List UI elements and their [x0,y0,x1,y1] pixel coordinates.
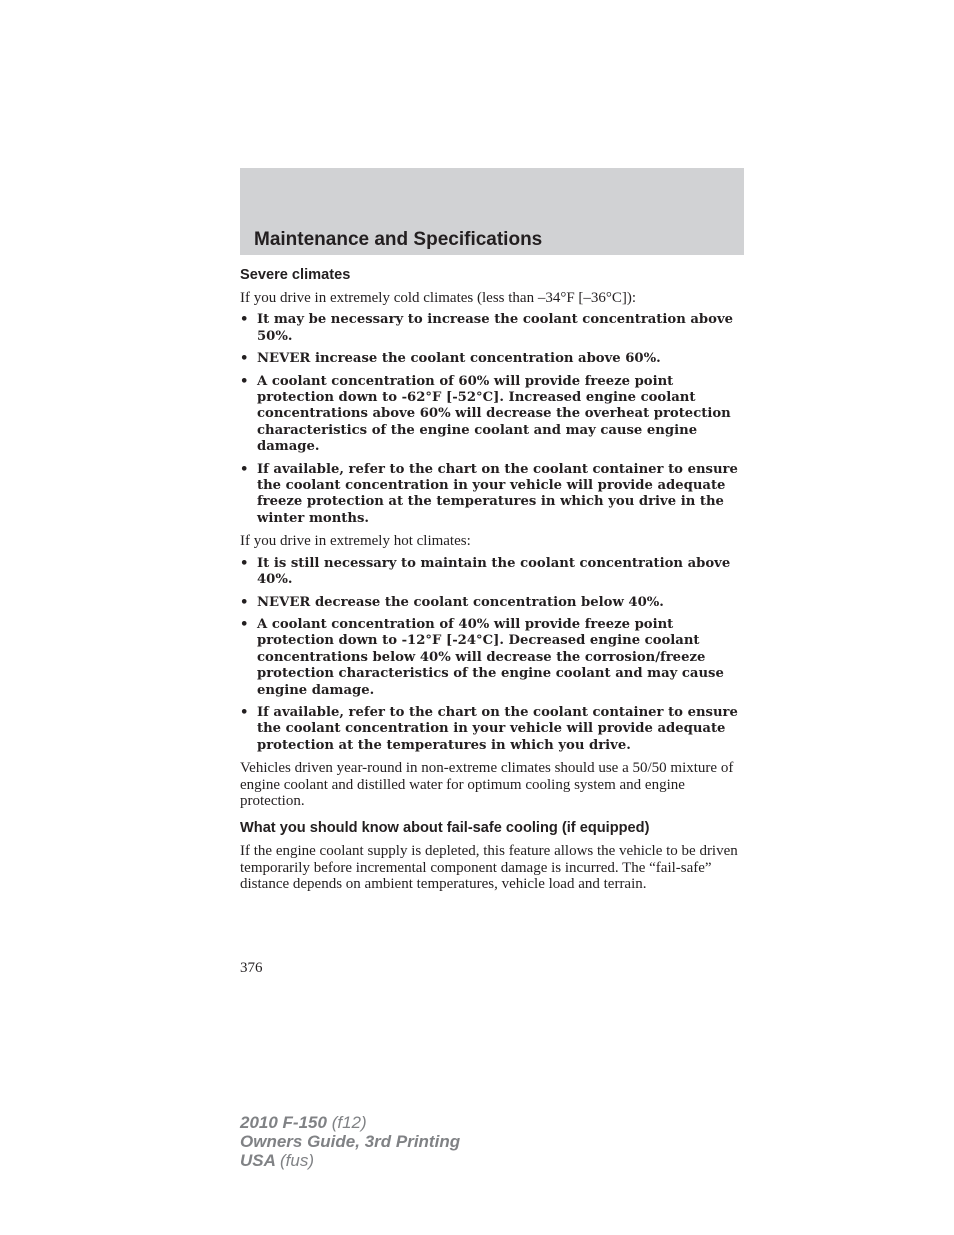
bullet-glyph: • [240,594,249,610]
bullet-glyph: • [240,373,249,389]
footer-model: 2010 F-150 [240,1113,327,1132]
list-item-text: A coolant concentration of 60% will provide freeze point protection down to -62°F [-52°C]. Increased engine coolant concentrations above 60% will decrease the overheat protection characteristics of the engine coolant and may cause engine damage. [257,373,731,455]
list-item-text: If available, refer to the chart on the coolant container to ensure the coolant concentration in your vehicle will provide adequate protection at the temperatures in which you drive. [257,704,738,753]
list-item-text: NEVER increase the coolant concentration above 60%. [257,351,661,367]
bullet-glyph: • [240,616,249,632]
bullet-glyph: • [240,351,249,367]
bullet-glyph: • [240,312,249,328]
page-number: 376 [240,960,263,976]
list-item [240,312,744,345]
bullet-glyph: • [240,555,249,571]
footer-model-code: (f12) [331,1113,367,1132]
section-heading-severe-climates: Severe climates [240,267,351,283]
footer-line-model [240,1113,460,1132]
hot-climates-intro: If you drive in extremely hot climates: [240,533,471,550]
document-footer [240,1113,460,1170]
footer-market: USA [240,1151,276,1170]
bullet-glyph: • [240,704,249,720]
year-round-paragraph: Vehicles driven year-round in non-extreme climates should use a 50/50 mixture of engine coolant and distilled water for optimum cooling system and engine protection. [240,760,734,809]
list-item-text: It may be necessary to increase the coolant concentration above 50%. [257,312,733,344]
fail-safe-paragraph: If the engine coolant supply is depleted, this feature allows the vehicle to be driven temporarily before incremental component damage is incurred. The “fail-safe” distance depends on ambient temperatures, vehicle load and terrain. [240,843,738,893]
chapter-header-band [240,168,744,255]
bullet-glyph: • [240,461,249,477]
footer-line-market [240,1151,460,1170]
list-item [240,556,744,589]
hot-climates-list [240,556,744,754]
chapter-title: Maintenance and Specifications [254,229,543,250]
list-item-text: A coolant concentration of 40% will provide freeze point protection down to -12°F [-24°C]. Decreased engine coolant concentrations below 40% will decrease the corrosion/freeze protection characteristics of the engine coolant and may cause engine damage. [257,616,724,698]
list-item-text: NEVER decrease the coolant concentration below 40%. [257,594,664,610]
list-item [240,617,744,699]
section-heading-fail-safe-cooling: What you should know about fail-safe cooling (if equipped) [240,820,650,837]
list-item-text: It is still necessary to maintain the coolant concentration above 40%. [257,555,731,588]
list-item [240,705,744,754]
list-item [240,374,744,456]
cold-climates-list [240,312,744,527]
cold-climates-intro: If you drive in extremely cold climates (less than –34°F [–36°C]): [240,290,637,306]
page-content [240,266,744,899]
list-item [240,462,744,528]
list-item [240,595,744,611]
list-item [240,351,744,367]
footer-line-printing: Owners Guide, 3rd Printing [240,1132,461,1151]
list-item-text: If available, refer to the chart on the coolant container to ensure the coolant concentration in your vehicle will provide adequate freeze protection at the temperatures in which you drive in the winter months. [257,461,738,526]
footer-market-code: (fus) [280,1151,314,1170]
